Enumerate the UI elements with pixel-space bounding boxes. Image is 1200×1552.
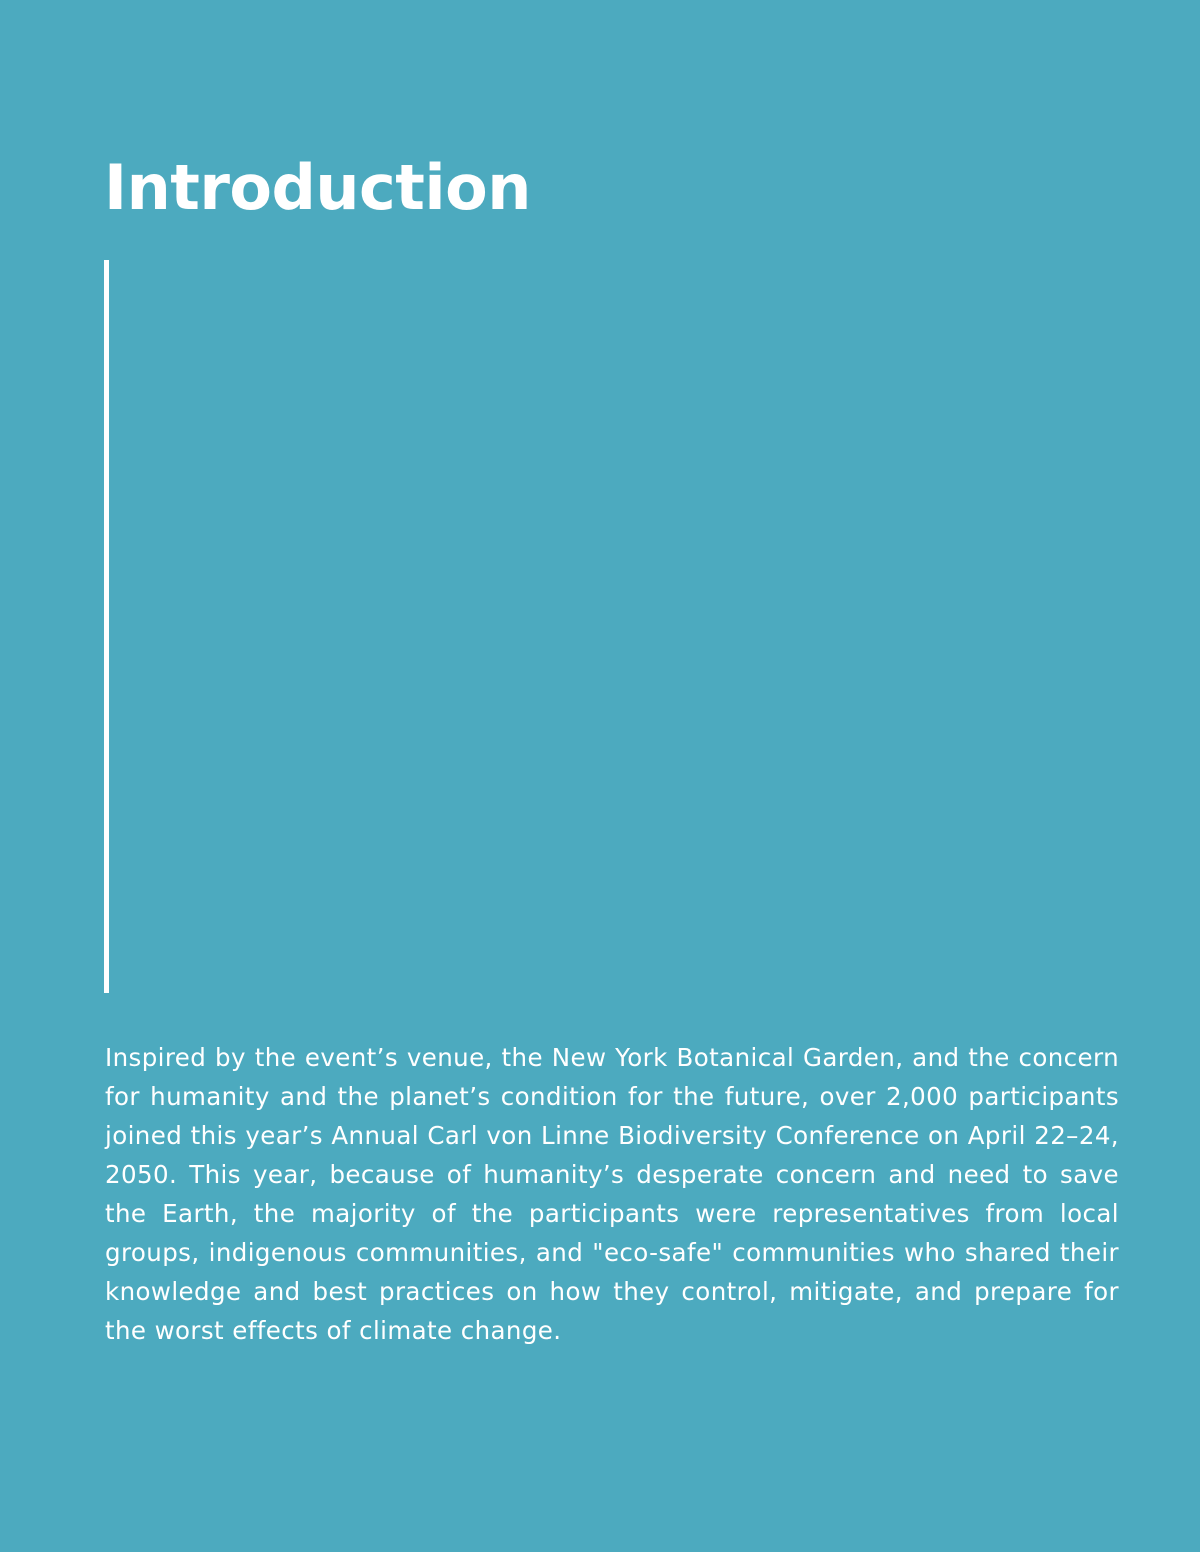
page-title: Introduction bbox=[104, 151, 531, 224]
vertical-accent-divider bbox=[104, 260, 109, 993]
intro-paragraph: Inspired by the event’s venue, the New York Botanical Garden, and the concern for humanity and the planet’s condition for the future, over 2,000 participants joined this year’s Annual Carl von Linne Biodiversity Conference on April 22–24, 2050. This year, because of humanity’s desperate concern and need to save the Earth, the majority of the participants were representatives from local groups, indigenous communities, and "eco-safe" communities who shared their knowledge and best practices on how they control, mitigate, and prepare for the worst effects of climate change. bbox=[105, 1043, 1119, 1345]
